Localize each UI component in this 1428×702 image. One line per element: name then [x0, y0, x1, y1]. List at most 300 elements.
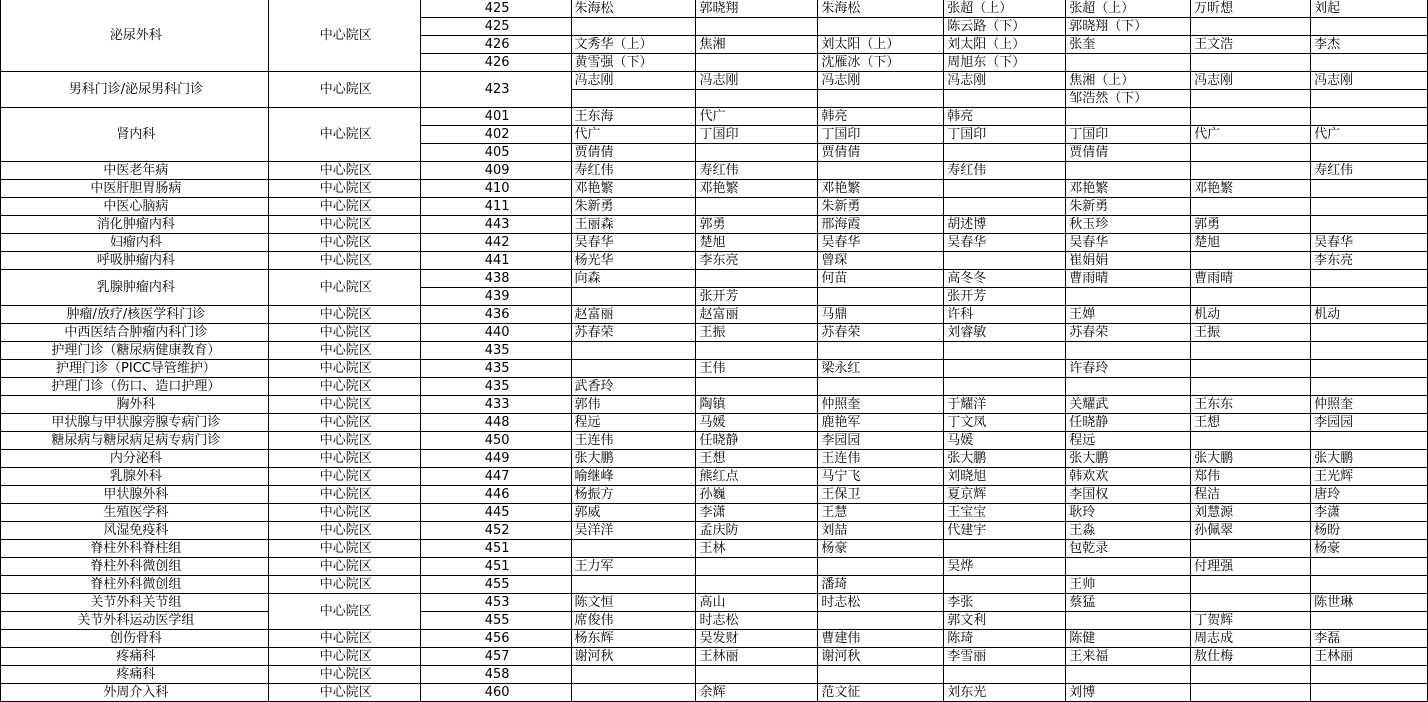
room-cell[interactable]: 409 [420, 162, 571, 180]
department-cell[interactable]: 疼痛科 [1, 648, 269, 666]
doctor-cell[interactable] [1066, 54, 1191, 72]
doctor-cell[interactable]: 丁贺辉 [1191, 612, 1311, 630]
doctor-cell[interactable]: 杨豪 [1311, 540, 1428, 558]
room-cell[interactable]: 426 [420, 54, 571, 72]
doctor-cell[interactable] [1066, 162, 1191, 180]
doctor-cell[interactable]: 熊红点 [696, 468, 818, 486]
doctor-cell[interactable]: 丁文凤 [944, 414, 1066, 432]
doctor-cell[interactable]: 王振 [696, 324, 818, 342]
doctor-cell[interactable] [818, 342, 944, 360]
doctor-cell[interactable]: 张大鹏 [571, 450, 696, 468]
room-cell[interactable]: 426 [420, 36, 571, 54]
doctor-cell[interactable]: 刘睿敏 [944, 324, 1066, 342]
doctor-cell[interactable] [1066, 288, 1191, 306]
room-cell[interactable]: 442 [420, 234, 571, 252]
doctor-cell[interactable]: 黄雪强（下） [571, 54, 696, 72]
doctor-cell[interactable]: 向森 [571, 270, 696, 288]
doctor-cell[interactable]: 王林丽 [1311, 648, 1428, 666]
doctor-cell[interactable]: 韩欢欢 [1066, 468, 1191, 486]
doctor-cell[interactable] [1191, 198, 1311, 216]
doctor-cell[interactable]: 机动 [1191, 306, 1311, 324]
room-cell[interactable]: 450 [420, 432, 571, 450]
campus-cell[interactable]: 中心院区 [268, 180, 420, 198]
doctor-cell[interactable]: 何苗 [818, 270, 944, 288]
doctor-cell[interactable] [696, 666, 818, 684]
doctor-cell[interactable]: 邢海霞 [818, 216, 944, 234]
room-cell[interactable]: 445 [420, 504, 571, 522]
room-cell[interactable]: 455 [420, 576, 571, 594]
doctor-cell[interactable]: 丁国印 [818, 126, 944, 144]
doctor-cell[interactable]: 许春玲 [1066, 360, 1191, 378]
doctor-cell[interactable]: 马媛 [944, 432, 1066, 450]
campus-cell[interactable]: 中心院区 [268, 378, 420, 396]
doctor-cell[interactable]: 刘喆 [818, 522, 944, 540]
doctor-cell[interactable]: 郭威 [571, 504, 696, 522]
doctor-cell[interactable] [1191, 378, 1311, 396]
doctor-cell[interactable] [696, 342, 818, 360]
doctor-cell[interactable]: 刘东光 [944, 684, 1066, 702]
room-cell[interactable]: 405 [420, 144, 571, 162]
doctor-cell[interactable]: 赵富丽 [696, 306, 818, 324]
doctor-cell[interactable] [1191, 108, 1311, 126]
doctor-cell[interactable] [696, 198, 818, 216]
doctor-cell[interactable]: 谢河秋 [818, 648, 944, 666]
campus-cell[interactable]: 中心院区 [268, 594, 420, 630]
campus-cell[interactable]: 中心院区 [268, 198, 420, 216]
department-cell[interactable]: 甲状腺与甲状腺旁腺专病门诊 [1, 414, 269, 432]
room-cell[interactable]: 435 [420, 360, 571, 378]
room-cell[interactable]: 435 [420, 378, 571, 396]
department-cell[interactable]: 创伤骨科 [1, 630, 269, 648]
doctor-cell[interactable]: 于耀洋 [944, 396, 1066, 414]
doctor-cell[interactable]: 胡述博 [944, 216, 1066, 234]
doctor-cell[interactable]: 吴洋洋 [571, 522, 696, 540]
doctor-cell[interactable] [818, 666, 944, 684]
doctor-cell[interactable]: 楚旭 [1191, 234, 1311, 252]
department-cell[interactable]: 肾内科 [1, 108, 269, 162]
doctor-cell[interactable]: 王丽森 [571, 216, 696, 234]
doctor-cell[interactable] [1311, 576, 1428, 594]
doctor-cell[interactable]: 任晓静 [1066, 414, 1191, 432]
doctor-cell[interactable] [1311, 90, 1428, 108]
room-cell[interactable]: 423 [420, 72, 571, 108]
doctor-cell[interactable]: 王连伟 [571, 432, 696, 450]
doctor-cell[interactable] [818, 90, 944, 108]
doctor-cell[interactable]: 马鼎 [818, 306, 944, 324]
doctor-cell[interactable] [1191, 288, 1311, 306]
department-cell[interactable]: 胸外科 [1, 396, 269, 414]
room-cell[interactable]: 455 [420, 612, 571, 630]
doctor-cell[interactable]: 关耀武 [1066, 396, 1191, 414]
doctor-cell[interactable]: 冯志刚 [1311, 72, 1428, 90]
doctor-cell[interactable] [1311, 684, 1428, 702]
campus-cell[interactable]: 中心院区 [268, 648, 420, 666]
doctor-cell[interactable]: 代广 [1311, 126, 1428, 144]
doctor-cell[interactable]: 程洁 [1191, 486, 1311, 504]
doctor-cell[interactable]: 代广 [571, 126, 696, 144]
doctor-cell[interactable]: 王力军 [571, 558, 696, 576]
department-cell[interactable]: 疼痛科 [1, 666, 269, 684]
doctor-cell[interactable]: 仲照奎 [818, 396, 944, 414]
doctor-cell[interactable]: 郭晓翔（下） [1066, 18, 1191, 36]
doctor-cell[interactable] [1191, 432, 1311, 450]
room-cell[interactable]: 435 [420, 342, 571, 360]
doctor-cell[interactable] [696, 558, 818, 576]
doctor-cell[interactable]: 时志松 [696, 612, 818, 630]
doctor-cell[interactable] [818, 162, 944, 180]
doctor-cell[interactable]: 王宝宝 [944, 504, 1066, 522]
department-cell[interactable]: 护理门诊（伤口、造口护理） [1, 378, 269, 396]
campus-cell[interactable]: 中心院区 [268, 450, 420, 468]
doctor-cell[interactable] [1311, 18, 1428, 36]
doctor-cell[interactable] [1191, 666, 1311, 684]
doctor-cell[interactable]: 唐玲 [1311, 486, 1428, 504]
doctor-cell[interactable] [818, 18, 944, 36]
doctor-cell[interactable] [1311, 144, 1428, 162]
doctor-cell[interactable]: 陈文恒 [571, 594, 696, 612]
doctor-cell[interactable]: 谢河秋 [571, 648, 696, 666]
room-cell[interactable]: 457 [420, 648, 571, 666]
department-cell[interactable]: 风湿免疫科 [1, 522, 269, 540]
doctor-cell[interactable] [944, 576, 1066, 594]
doctor-cell[interactable] [944, 540, 1066, 558]
doctor-cell[interactable]: 文秀华（上） [571, 36, 696, 54]
doctor-cell[interactable]: 李张 [944, 594, 1066, 612]
doctor-cell[interactable]: 崔娟娟 [1066, 252, 1191, 270]
doctor-cell[interactable]: 吴烨 [944, 558, 1066, 576]
campus-cell[interactable]: 中心院区 [268, 558, 420, 576]
doctor-cell[interactable]: 陶镇 [696, 396, 818, 414]
doctor-cell[interactable] [1191, 684, 1311, 702]
doctor-cell[interactable] [818, 378, 944, 396]
doctor-cell[interactable]: 程远 [571, 414, 696, 432]
doctor-cell[interactable]: 高冬冬 [944, 270, 1066, 288]
department-cell[interactable]: 乳腺外科 [1, 468, 269, 486]
doctor-cell[interactable]: 杨光华 [571, 252, 696, 270]
doctor-cell[interactable]: 杨豪 [818, 540, 944, 558]
doctor-cell[interactable]: 曹雨晴 [1066, 270, 1191, 288]
doctor-cell[interactable]: 李雪丽 [944, 648, 1066, 666]
doctor-cell[interactable] [1191, 18, 1311, 36]
doctor-cell[interactable]: 夏京辉 [944, 486, 1066, 504]
campus-cell[interactable]: 中心院区 [268, 414, 420, 432]
doctor-cell[interactable]: 曹建伟 [818, 630, 944, 648]
room-cell[interactable]: 460 [420, 684, 571, 702]
room-cell[interactable]: 402 [420, 126, 571, 144]
room-cell[interactable]: 436 [420, 306, 571, 324]
doctor-cell[interactable]: 郭勇 [1191, 216, 1311, 234]
doctor-cell[interactable] [818, 288, 944, 306]
department-cell[interactable]: 妇瘤内科 [1, 234, 269, 252]
doctor-cell[interactable] [571, 342, 696, 360]
doctor-cell[interactable] [696, 54, 818, 72]
campus-cell[interactable]: 中心院区 [268, 666, 420, 684]
room-cell[interactable]: 401 [420, 108, 571, 126]
campus-cell[interactable]: 中心院区 [268, 504, 420, 522]
department-cell[interactable]: 泌尿外科 [1, 0, 269, 72]
doctor-cell[interactable]: 贾倩倩 [818, 144, 944, 162]
campus-cell[interactable]: 中心院区 [268, 324, 420, 342]
doctor-cell[interactable]: 代广 [696, 108, 818, 126]
doctor-cell[interactable]: 苏春荣 [1066, 324, 1191, 342]
doctor-cell[interactable]: 刘博 [1066, 684, 1191, 702]
department-cell[interactable]: 护理门诊（PICC导管维护） [1, 360, 269, 378]
doctor-cell[interactable]: 潘琦 [818, 576, 944, 594]
doctor-cell[interactable] [571, 576, 696, 594]
doctor-cell[interactable]: 李园园 [818, 432, 944, 450]
doctor-cell[interactable]: 贾倩倩 [571, 144, 696, 162]
campus-cell[interactable]: 中心院区 [268, 486, 420, 504]
doctor-cell[interactable]: 丁国印 [696, 126, 818, 144]
doctor-cell[interactable]: 楚旭 [696, 234, 818, 252]
room-cell[interactable]: 425 [420, 18, 571, 36]
doctor-cell[interactable] [1191, 360, 1311, 378]
doctor-cell[interactable] [944, 180, 1066, 198]
room-cell[interactable]: 451 [420, 558, 571, 576]
doctor-cell[interactable] [1191, 576, 1311, 594]
room-cell[interactable]: 441 [420, 252, 571, 270]
doctor-cell[interactable]: 杨东辉 [571, 630, 696, 648]
doctor-cell[interactable]: 周旭东（下） [944, 54, 1066, 72]
doctor-cell[interactable] [1191, 162, 1311, 180]
doctor-cell[interactable]: 武香玲 [571, 378, 696, 396]
doctor-cell[interactable]: 王保卫 [818, 486, 944, 504]
doctor-cell[interactable] [696, 144, 818, 162]
doctor-cell[interactable]: 张大鹏 [1066, 450, 1191, 468]
doctor-cell[interactable]: 王婵 [1066, 306, 1191, 324]
department-cell[interactable]: 糖尿病与糖尿病足病专病门诊 [1, 432, 269, 450]
doctor-cell[interactable]: 邓艳繁 [1066, 180, 1191, 198]
room-cell[interactable]: 410 [420, 180, 571, 198]
campus-cell[interactable]: 中心院区 [268, 162, 420, 180]
department-cell[interactable]: 消化肿瘤内科 [1, 216, 269, 234]
campus-cell[interactable]: 中心院区 [268, 306, 420, 324]
doctor-cell[interactable]: 任晓静 [696, 432, 818, 450]
doctor-cell[interactable]: 冯志刚 [571, 72, 696, 90]
doctor-cell[interactable]: 焦湘（上） [1066, 72, 1191, 90]
doctor-cell[interactable]: 陈世琳 [1311, 594, 1428, 612]
doctor-cell[interactable]: 朱新勇 [571, 198, 696, 216]
doctor-cell[interactable] [1311, 342, 1428, 360]
doctor-cell[interactable]: 丁国印 [1066, 126, 1191, 144]
doctor-cell[interactable] [1311, 180, 1428, 198]
doctor-cell[interactable]: 余辉 [696, 684, 818, 702]
doctor-cell[interactable]: 韩亮 [818, 108, 944, 126]
doctor-cell[interactable]: 王想 [696, 450, 818, 468]
doctor-cell[interactable]: 吴春华 [571, 234, 696, 252]
campus-cell[interactable]: 中心院区 [268, 360, 420, 378]
doctor-cell[interactable]: 曾琛 [818, 252, 944, 270]
campus-cell[interactable]: 中心院区 [268, 630, 420, 648]
doctor-cell[interactable]: 代广 [1191, 126, 1311, 144]
doctor-cell[interactable]: 邓艳繁 [571, 180, 696, 198]
doctor-cell[interactable]: 梁永红 [818, 360, 944, 378]
doctor-cell[interactable]: 刘太阳（上） [818, 36, 944, 54]
doctor-cell[interactable]: 耿玲 [1066, 504, 1191, 522]
doctor-cell[interactable]: 秋玉珍 [1066, 216, 1191, 234]
department-cell[interactable]: 肿瘤/放疗/核医学科门诊 [1, 306, 269, 324]
room-cell[interactable]: 452 [420, 522, 571, 540]
doctor-cell[interactable]: 王淼 [1066, 522, 1191, 540]
doctor-cell[interactable]: 李潇 [696, 504, 818, 522]
department-cell[interactable]: 关节外科运动医学组 [1, 612, 269, 630]
campus-cell[interactable]: 中心院区 [268, 576, 420, 594]
doctor-cell[interactable]: 苏春荣 [818, 324, 944, 342]
doctor-cell[interactable]: 寿红伟 [944, 162, 1066, 180]
doctor-cell[interactable] [944, 342, 1066, 360]
doctor-cell[interactable]: 朱新勇 [1066, 198, 1191, 216]
doctor-cell[interactable] [1191, 540, 1311, 558]
department-cell[interactable]: 呼吸肿瘤内科 [1, 252, 269, 270]
room-cell[interactable]: 446 [420, 486, 571, 504]
doctor-cell[interactable]: 孟庆防 [696, 522, 818, 540]
doctor-cell[interactable]: 席俊伟 [571, 612, 696, 630]
doctor-cell[interactable] [944, 360, 1066, 378]
doctor-cell[interactable]: 李国权 [1066, 486, 1191, 504]
doctor-cell[interactable]: 郭文利 [944, 612, 1066, 630]
doctor-cell[interactable]: 机动 [1311, 306, 1428, 324]
doctor-cell[interactable] [571, 360, 696, 378]
doctor-cell[interactable] [696, 270, 818, 288]
campus-cell[interactable]: 中心院区 [268, 522, 420, 540]
doctor-cell[interactable]: 陈云路（下） [944, 18, 1066, 36]
doctor-cell[interactable]: 万昕想 [1191, 0, 1311, 18]
doctor-cell[interactable]: 邓艳繁 [818, 180, 944, 198]
campus-cell[interactable]: 中心院区 [268, 468, 420, 486]
doctor-cell[interactable] [1191, 594, 1311, 612]
doctor-cell[interactable]: 郑伟 [1191, 468, 1311, 486]
doctor-cell[interactable]: 吴春华 [1066, 234, 1191, 252]
campus-cell[interactable]: 中心院区 [268, 234, 420, 252]
room-cell[interactable]: 440 [420, 324, 571, 342]
doctor-cell[interactable] [1311, 612, 1428, 630]
doctor-cell[interactable] [1191, 90, 1311, 108]
doctor-cell[interactable]: 吴春华 [944, 234, 1066, 252]
campus-cell[interactable]: 中心院区 [268, 0, 420, 72]
doctor-cell[interactable]: 喻继峰 [571, 468, 696, 486]
doctor-cell[interactable]: 马宁飞 [818, 468, 944, 486]
campus-cell[interactable]: 中心院区 [268, 396, 420, 414]
doctor-cell[interactable]: 王想 [1191, 414, 1311, 432]
campus-cell[interactable]: 中心院区 [268, 252, 420, 270]
doctor-cell[interactable]: 邓艳繁 [696, 180, 818, 198]
doctor-cell[interactable]: 王林丽 [696, 648, 818, 666]
doctor-cell[interactable] [696, 378, 818, 396]
doctor-cell[interactable] [571, 684, 696, 702]
doctor-cell[interactable]: 王东东 [1191, 396, 1311, 414]
doctor-cell[interactable]: 刘起 [1311, 0, 1428, 18]
department-cell[interactable]: 中医心脑病 [1, 198, 269, 216]
room-cell[interactable]: 458 [420, 666, 571, 684]
doctor-cell[interactable]: 刘太阳（上） [944, 36, 1066, 54]
doctor-cell[interactable] [818, 558, 944, 576]
doctor-cell[interactable]: 孙巍 [696, 486, 818, 504]
doctor-cell[interactable] [571, 540, 696, 558]
doctor-cell[interactable] [1311, 432, 1428, 450]
room-cell[interactable]: 411 [420, 198, 571, 216]
doctor-cell[interactable]: 李潇 [1311, 504, 1428, 522]
department-cell[interactable]: 生殖医学科 [1, 504, 269, 522]
doctor-cell[interactable]: 李东亮 [696, 252, 818, 270]
room-cell[interactable]: 443 [420, 216, 571, 234]
doctor-cell[interactable] [1191, 144, 1311, 162]
doctor-cell[interactable]: 周志成 [1191, 630, 1311, 648]
doctor-cell[interactable] [1311, 270, 1428, 288]
doctor-cell[interactable] [944, 90, 1066, 108]
doctor-cell[interactable]: 包乾录 [1066, 540, 1191, 558]
doctor-cell[interactable]: 王文浩 [1191, 36, 1311, 54]
doctor-cell[interactable]: 张大鹏 [1191, 450, 1311, 468]
doctor-cell[interactable] [1311, 216, 1428, 234]
department-cell[interactable]: 护理门诊（糖尿病健康教育） [1, 342, 269, 360]
doctor-cell[interactable]: 郭伟 [571, 396, 696, 414]
doctor-cell[interactable]: 冯志刚 [1191, 72, 1311, 90]
department-cell[interactable]: 内分泌科 [1, 450, 269, 468]
room-cell[interactable]: 449 [420, 450, 571, 468]
doctor-cell[interactable] [1311, 324, 1428, 342]
department-cell[interactable]: 乳腺肿瘤内科 [1, 270, 269, 306]
department-cell[interactable]: 中医老年病 [1, 162, 269, 180]
room-cell[interactable]: 456 [420, 630, 571, 648]
room-cell[interactable]: 448 [420, 414, 571, 432]
doctor-cell[interactable]: 寿红伟 [696, 162, 818, 180]
campus-cell[interactable]: 中心院区 [268, 540, 420, 558]
doctor-cell[interactable] [1311, 288, 1428, 306]
doctor-cell[interactable]: 张开芳 [944, 288, 1066, 306]
doctor-cell[interactable] [571, 90, 696, 108]
doctor-cell[interactable] [696, 90, 818, 108]
doctor-cell[interactable]: 陈琦 [944, 630, 1066, 648]
campus-cell[interactable]: 中心院区 [268, 72, 420, 108]
doctor-cell[interactable] [1066, 108, 1191, 126]
doctor-cell[interactable] [1191, 54, 1311, 72]
doctor-cell[interactable]: 王慧 [818, 504, 944, 522]
doctor-cell[interactable]: 冯志刚 [818, 72, 944, 90]
doctor-cell[interactable] [1066, 558, 1191, 576]
campus-cell[interactable]: 中心院区 [268, 684, 420, 702]
room-cell[interactable]: 453 [420, 594, 571, 612]
room-cell[interactable]: 425 [420, 0, 571, 18]
doctor-cell[interactable]: 仲照奎 [1311, 396, 1428, 414]
doctor-cell[interactable]: 范文征 [818, 684, 944, 702]
doctor-cell[interactable] [1311, 378, 1428, 396]
doctor-cell[interactable]: 吴春华 [1311, 234, 1428, 252]
doctor-cell[interactable] [944, 144, 1066, 162]
doctor-cell[interactable] [571, 288, 696, 306]
doctor-cell[interactable]: 许科 [944, 306, 1066, 324]
doctor-cell[interactable] [571, 18, 696, 36]
doctor-cell[interactable] [696, 18, 818, 36]
doctor-cell[interactable] [1311, 558, 1428, 576]
doctor-cell[interactable]: 曹雨晴 [1191, 270, 1311, 288]
department-cell[interactable]: 脊柱外科微创组 [1, 558, 269, 576]
department-cell[interactable]: 男科门诊/泌尿男科门诊 [1, 72, 269, 108]
doctor-cell[interactable]: 邓艳繁 [1191, 180, 1311, 198]
doctor-cell[interactable]: 张超（上） [1066, 0, 1191, 18]
doctor-cell[interactable]: 韩亮 [944, 108, 1066, 126]
doctor-cell[interactable]: 张开芳 [696, 288, 818, 306]
doctor-cell[interactable]: 敖仕梅 [1191, 648, 1311, 666]
doctor-cell[interactable] [1311, 108, 1428, 126]
doctor-cell[interactable]: 寿红伟 [1311, 162, 1428, 180]
department-cell[interactable]: 外周介入科 [1, 684, 269, 702]
doctor-cell[interactable]: 孙佩翠 [1191, 522, 1311, 540]
doctor-cell[interactable]: 苏春荣 [571, 324, 696, 342]
doctor-cell[interactable] [1066, 342, 1191, 360]
doctor-cell[interactable]: 王振 [1191, 324, 1311, 342]
campus-cell[interactable]: 中心院区 [268, 216, 420, 234]
doctor-cell[interactable] [944, 666, 1066, 684]
